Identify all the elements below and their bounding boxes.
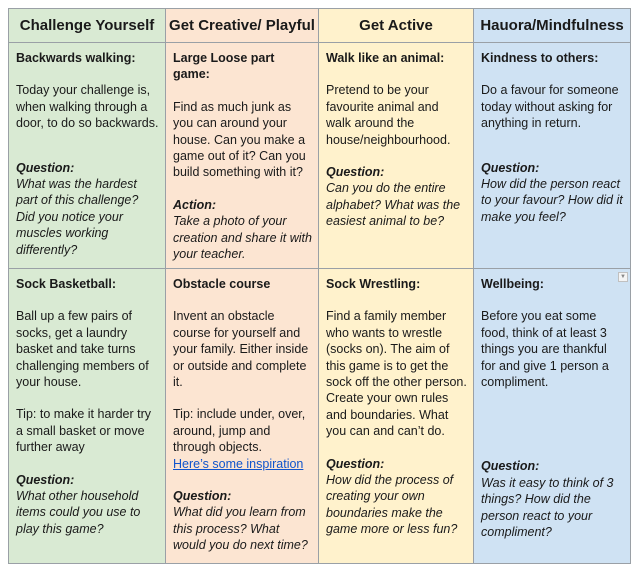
cell-body: Today your challenge is, when walking through a door, to do so backwards. <box>16 83 159 131</box>
question-text: What did you learn from this process? What would you do next time? <box>173 505 308 553</box>
header-hauora-mindfulness: Hauora/Mindfulness <box>474 9 631 43</box>
cell-title: Wellbeing: <box>481 277 544 291</box>
question-text: How did the process of creating your own boundaries make the game more or less fun? <box>326 473 458 537</box>
cell-body: Pretend to be your favourite animal and walk around the house/neighbourhood. <box>326 83 451 147</box>
header-challenge-yourself: Challenge Yourself <box>9 9 166 43</box>
cell-walk-like-animal <box>319 43 474 269</box>
cell-dropdown-icon[interactable]: ▼ <box>618 272 628 282</box>
cell-backwards-walking <box>9 43 166 269</box>
question-text: What was the hardest part of this challenge? Did you notice your muscles working differently? <box>16 177 139 257</box>
cell-body: Do a favour for someone today without asking for anything in return. <box>481 83 619 131</box>
cell-tip: Tip: to make it harder try a small basket or move further away <box>16 407 151 455</box>
question-label: Question: <box>16 160 75 175</box>
action-text: Take a photo of your creation and share it with your teacher. <box>173 214 312 262</box>
question-label: Question: <box>481 160 540 175</box>
activity-grid <box>8 8 630 563</box>
question-label: Question: <box>326 456 385 471</box>
cell-sock-basketball <box>9 269 166 564</box>
cell-kindness <box>474 43 631 269</box>
question-text: What other household items could you use to play this game? <box>16 489 141 536</box>
cell-obstacle-course <box>166 269 319 564</box>
cell-title: Obstacle course <box>173 277 271 291</box>
cell-title: Large Loose part game: <box>173 51 275 82</box>
cell-title: Sock Basketball: <box>16 277 117 291</box>
question-text: Was it easy to think of 3 things? How did the person react to your compliment? <box>481 475 614 540</box>
cell-loose-part-game <box>166 43 319 269</box>
cell-title: Kindness to others: <box>481 51 599 65</box>
header-get-creative: Get Creative/ Playful <box>166 9 319 43</box>
cell-tip: Tip: include under, over, around, jump and through objects. <box>173 407 306 455</box>
question-label: Question: <box>16 472 75 487</box>
action-label: Action: <box>173 197 217 212</box>
cell-body: Before you eat some food, think of at least 3 things you are thankful for and give 1 person a compliment. <box>481 309 609 390</box>
cell-body: Invent an obstacle course for yourself and your family. Either inside or outside and complete it. <box>173 309 309 390</box>
question-text: How did the person react to your favour? How did it make you feel? <box>481 177 623 224</box>
cell-sock-wrestling <box>319 269 474 564</box>
activity-table <box>8 8 631 564</box>
inspiration-link[interactable]: Here’s some inspiration <box>173 456 304 471</box>
question-label: Question: <box>481 459 540 474</box>
cell-body: Find as much junk as you can around your house. Can you make a game out of it? Can you build something with it? <box>173 99 306 180</box>
table-row <box>9 269 631 564</box>
question-label: Question: <box>326 165 385 180</box>
cell-title: Walk like an animal: <box>326 51 445 65</box>
cell-wellbeing <box>474 269 631 564</box>
cell-body: Ball up a few pairs of socks, get a laundry basket and take turns challenging members of your house. <box>16 309 149 390</box>
question-text: Can you do the entire alphabet? What was the easiest animal to be? <box>326 181 461 229</box>
header-get-active: Get Active <box>319 9 474 43</box>
cell-title: Backwards walking: <box>16 51 136 65</box>
question-label: Question: <box>173 489 232 504</box>
cell-body: Find a family member who wants to wrestle (socks on). The aim of this game is to get the sock off the other person. Create your own rules and boundaries. What you can and can’t do. <box>326 309 467 439</box>
table-row <box>9 43 631 269</box>
cell-title: Sock Wrestling: <box>326 277 421 291</box>
header-row <box>9 9 631 43</box>
